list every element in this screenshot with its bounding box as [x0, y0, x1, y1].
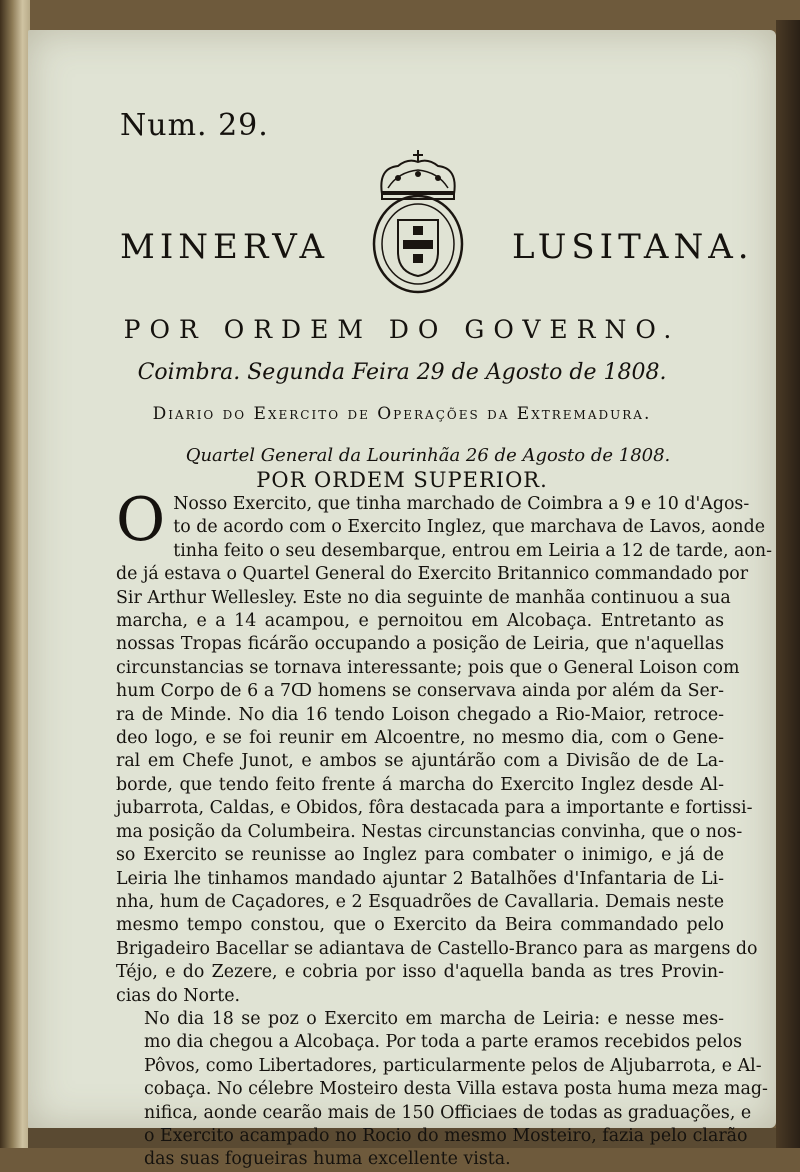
text-line: mesmo tempo constou, que o Exercito da Beira commandado pelo: [116, 915, 724, 936]
text-line: hum Corpo de 6 a 7ↀ homens se conservava ainda por além da Ser-: [116, 681, 724, 702]
masthead-title-left: MINERVA: [120, 227, 330, 267]
text-line: Pôvos, como Libertadores, particularmente pelos de Aljubarrota, e Al-: [144, 1055, 762, 1076]
text-line: Téjo, e do Zezere, e cobria por isso d'aquella banda as tres Provin-: [116, 962, 724, 983]
book-spine: [0, 0, 30, 1148]
text-line: jubarrota, Caldas, e Obidos, fôra destacada para a importante e fortissi-: [116, 798, 753, 819]
text-line: nifica, aonde cearão mais de 150 Officiaes de todas as graduações, e: [144, 1102, 752, 1123]
dateline: Coimbra. Segunda Feira 29 de Agosto de 1808.: [137, 360, 667, 385]
text-line: Sir Arthur Wellesley. Este no dia seguinte de manhãa continuou a sua: [116, 587, 731, 608]
text-line: ma posição da Columbeira. Nestas circunstancias convinha, que o nos-: [116, 821, 743, 842]
text-line: o Exercito acampado no Rocio do mesmo Mosteiro, fazia pelo clarão: [144, 1125, 748, 1146]
text-line: circunstancias se tornava interessante; pois que o General Loison com: [116, 657, 740, 678]
text-line: ral em Chefe Junot, e ambos se ajuntárão com a Divisão de de La-: [116, 751, 724, 772]
text-line: borde, que tendo feito frente á marcha do Exercito Inglez desde Al-: [116, 774, 724, 795]
drop-cap: O: [116, 485, 166, 555]
authority-line: POR ORDEM DO GOVERNO.: [123, 315, 681, 344]
headquarters-dateline: Quartel General da Lourinhãa 26 de Agosto de 1808.: [185, 445, 671, 466]
text-line: das suas fogueiras huma excellente vista.: [144, 1149, 511, 1170]
newspaper-page: [28, 30, 776, 1170]
section-heading: Diario do Exercito de Operações da Extremadura.: [152, 404, 652, 424]
text-line: de já estava o Quartel General do Exercito Britannico commandado por: [116, 564, 749, 585]
text-line: marcha, e a 14 acampou, e pernoitou em Alcobaça. Entretanto as: [116, 611, 724, 632]
text-line: so Exercito se reunisse ao Inglez para combater o inimigo, e já de: [116, 845, 724, 866]
text-line: Brigadeiro Bacellar se adiantava de Castello-Branco para as margens do: [116, 938, 758, 959]
text-line: Leiria lhe tinhamos mandado ajuntar 2 Batalhões d'Infantaria de Li-: [116, 868, 724, 889]
page-edge: [776, 20, 800, 1148]
text-line: Nosso Exercito, que tinha marchado de Coimbra a 9 e 10 d'Agos-: [173, 494, 750, 514]
masthead-title-right: LUSITANA.: [512, 227, 754, 267]
text-line: tinha feito o seu desembarque, entrou em Leiria a 12 de tarde, aon-: [173, 540, 772, 561]
text-line: deo logo, e se foi reunir em Alcoentre, no mesmo dia, com o Gene-: [116, 728, 724, 749]
paragraph-1: [116, 485, 772, 1008]
paragraph-2: [116, 1008, 768, 1172]
issue-number: Num. 29.: [120, 108, 269, 143]
royal-coat-of-arms-icon: [368, 148, 468, 298]
text-line: No dia 18 se poz o Exercito em marcha de Leiria: e nesse mes-: [144, 1008, 724, 1029]
para-2-lines: [116, 1008, 768, 1172]
order-heading: POR ORDEM SUPERIOR.: [256, 468, 548, 492]
text-line: nha, hum de Caçadores, e 2 Esquadrões de Cavallaria. Demais neste: [116, 891, 724, 912]
text-line: to de acordo com o Exercito Inglez, que marchava de Lavos, aonde: [173, 517, 766, 538]
text-line: cobaça. No célebre Mosteiro desta Villa estava posta huma meza mag-: [144, 1079, 768, 1100]
text-line: cias do Norte.: [116, 985, 241, 1006]
text-line: nossas Tropas ficárão occupando a posição de Leiria, que n'aquellas: [116, 634, 724, 655]
para-1-lines: [116, 485, 772, 1008]
article-body: [116, 485, 772, 1172]
text-line: ra de Minde. No dia 16 tendo Loison chegado a Rio-Maior, retroce-: [116, 704, 724, 725]
text-line: mo dia chegou a Alcobaça. Por toda a parte eramos recebidos pelos: [144, 1032, 742, 1053]
